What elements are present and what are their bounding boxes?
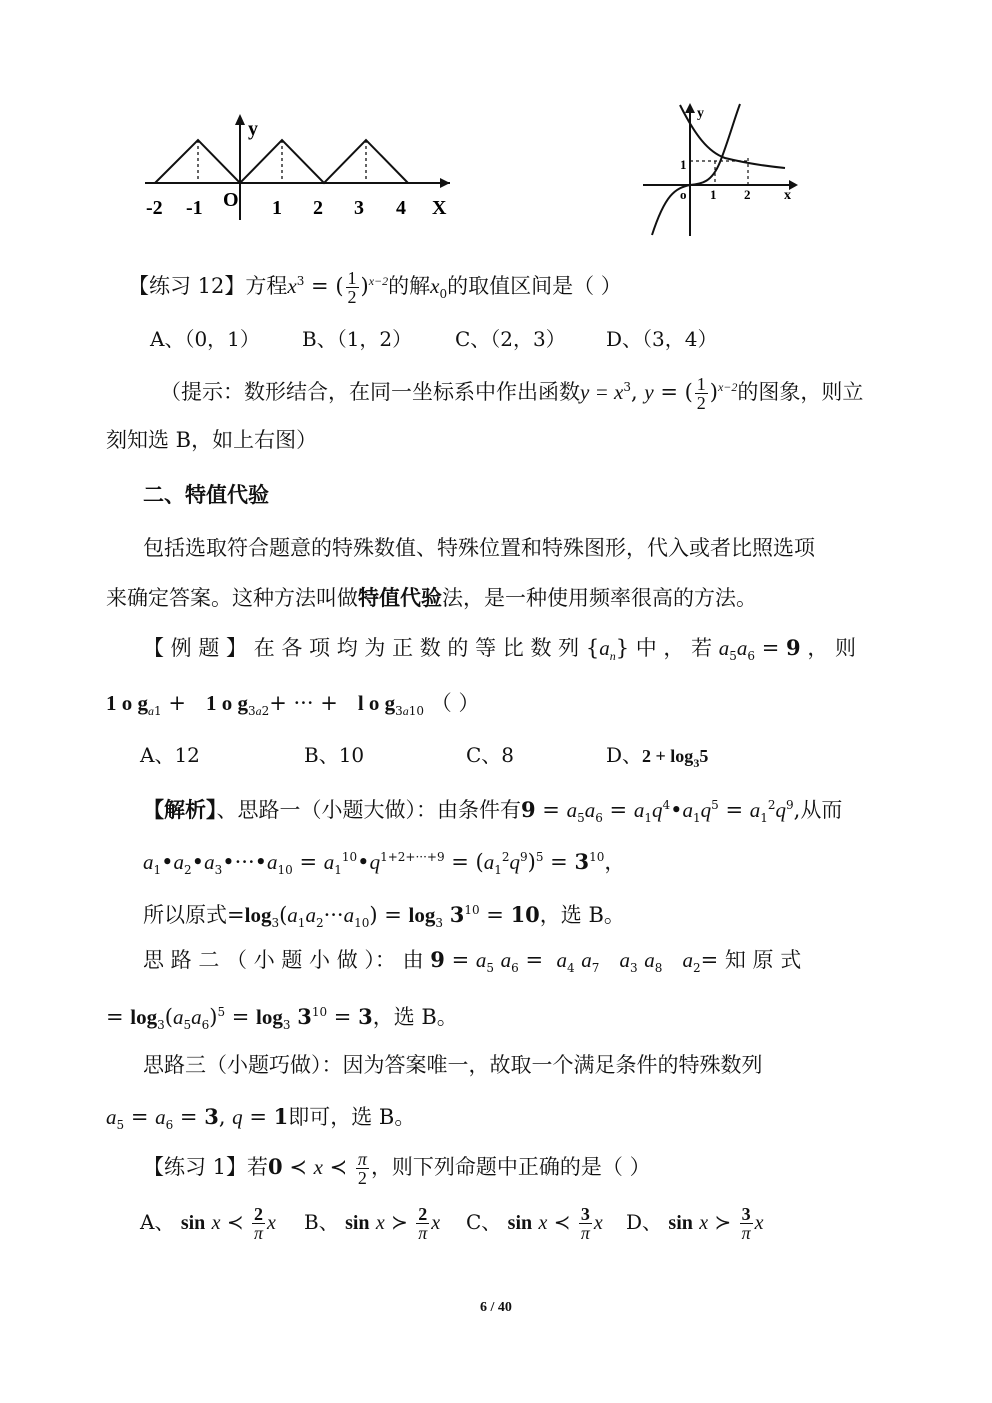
origin-label: o [680,187,687,202]
tick-label: 2 [744,187,751,202]
hint-line-1: （提示：数形结合，在同一坐标系中作出函数$y = x^3$, y = ( $\frac{1}{2}$ )$^{x-2}$的图象，则立 [160,374,864,413]
option-c: C、（2，3） [455,327,566,351]
example-option-a: A、12 [140,743,200,767]
origin-label: O [223,189,239,211]
solution-line-3: 所以原式$=\log_3(a_1a_2\cdot\cdot\cdot a_{10}) = \log_3 3^{10} = 10$，选 B。 [143,902,625,931]
solution-line-1: 【解析】、思路一（小题大做）：由条件有$9 = a_5a_6$ = $a_1q^4•a_1q^5 = a_1^2q^9$,从而 [143,797,843,826]
section-paragraph-1: 包括选取符合题意的特殊数值、特殊位置和特殊图形，代入或者比照选项 [143,536,815,560]
tick-label: 4 [396,197,406,219]
page-number: 6 / 40 [480,1300,512,1315]
option-b: B、（1，2） [302,327,413,351]
tick-label: -2 [146,197,163,219]
option-d: D、（3，4） [606,327,718,351]
exercise-1-question: 【练习 1】若0 ≺ x ≺ $\frac{\pi}{2}$ ，则下列命题中正确的是（ ） [143,1149,651,1188]
x-axis-label: x [784,188,791,203]
tick-label: 3 [354,197,364,219]
example-log-expression: 1 o $g_{a1} + 1$ o $g_{3a2}+$ ··· + l o $g_{3a10}$ （ ） [106,691,480,719]
tick-label: -1 [186,197,203,219]
example-option-d: D、$2 + \log_35$ [606,743,709,770]
solution-line-5: = $\log_3(a_5a_6)^5 = \log_3 3^{10} = 3$，选 B。 [106,1004,458,1033]
exercise-1-option-a: A、 sin x ≺ $\frac{2}{\pi}$ x [140,1204,276,1243]
exercise-1-option-d: D、 sin x ≻ $\frac{3}{\pi}$ x [626,1204,764,1243]
tick-label: 1 [272,197,282,219]
section-title: 二、特值代验 [143,483,269,507]
exercise-1-option-c: C、 sin x ≺ $\frac{3}{\pi}$ x [466,1204,603,1243]
intersection-figure [640,100,805,240]
exercise-12-question: 【练习 12】方程$x^3$ = ( $\frac{1}{2}$ )$^{x-2}$的解$x_0$的取值区间是（ ） [128,268,622,307]
triangle-wave-figure [140,110,460,225]
solution-line-2: $a_1•a_2•a_3•\cdot\cdot\cdot•a_{10}$ = $a_1^{10}•q^{1+2+\cdot\cdot\cdot+9} = (a_1^2q^9)^5 = 3^{10}$， [143,849,626,878]
solution-line-4: 思 路 二 （ 小 题 小 做 ）： 由 $9 = a_5$ $a_6 = a_4$ $a_7$ $a_3$ $a_8$ $a_2=$ 知 原 式 [143,947,802,976]
hint-line-2: 刻知选 B，如上右图） [106,428,318,452]
exercise-1-option-b: B、 sin x ≻ $\frac{2}{\pi}$ x [304,1204,441,1243]
example-question: 【 例 题 】 在 各 项 均 为 正 数 的 等 比 数 列 $\{a_n\}$ 中 ， 若 $a_5a_6 = 9$ ， 则 [143,635,857,664]
section-paragraph-2: 来确定答案。这种方法叫做特值代验法，是一种使用频率很高的方法。 [106,586,757,610]
example-option-b: B、10 [304,743,365,767]
x-axis-label: X [432,197,447,219]
option-a: A、（0，1） [150,327,260,351]
tick-label: 2 [313,197,323,219]
example-option-c: C、8 [466,743,515,767]
y-axis-label: y [248,118,258,140]
solution-line-6: 思路三（小题巧做）：因为答案唯一，故取一个满足条件的特殊数列 [143,1053,763,1077]
y-axis-label: y [697,106,704,121]
tick-label: 1 [710,187,717,202]
solution-line-7: $a_5 = a_6 = 3$, q = 1即可，选 B。 [106,1104,416,1133]
tick-label: 1 [680,157,687,172]
